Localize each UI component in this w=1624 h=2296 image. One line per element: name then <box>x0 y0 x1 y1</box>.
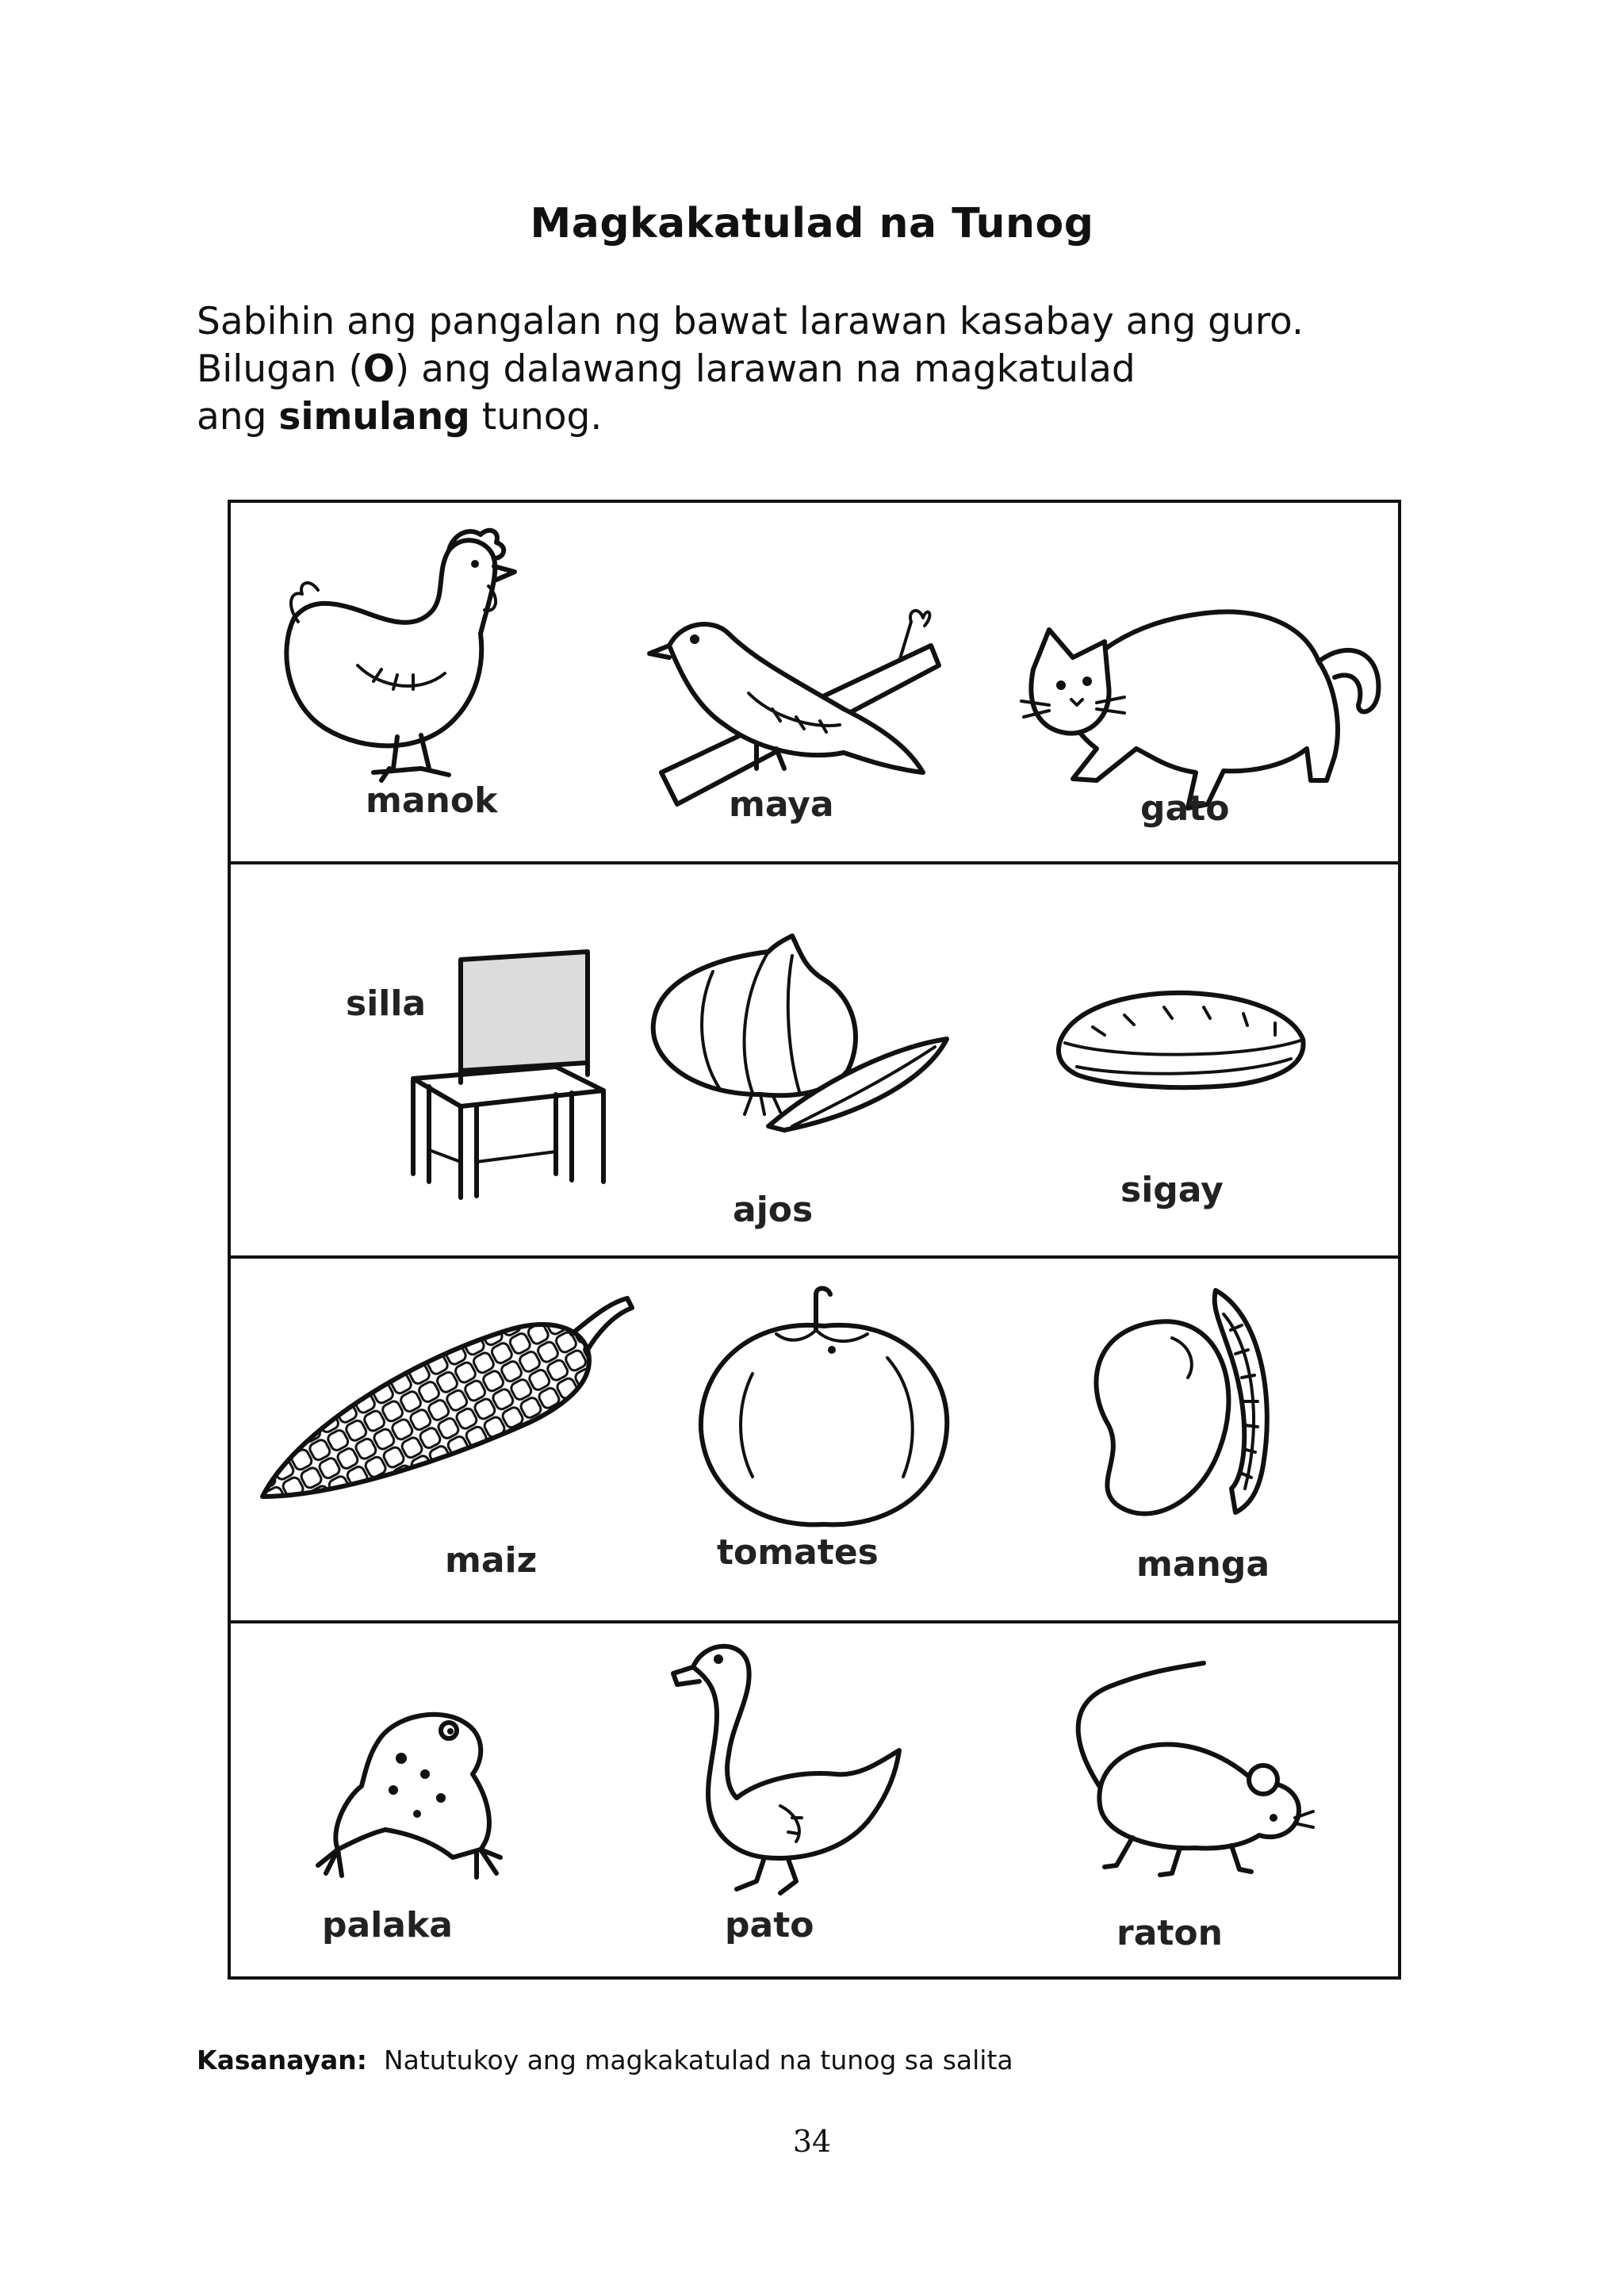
word-label: sigay <box>1120 1170 1224 1210</box>
word-label: maya <box>729 784 834 825</box>
instruction-line-2: Bilugan (O) ang dalawang larawan na magkatulad <box>197 347 1136 391</box>
picture-row-4 <box>231 1623 1398 1976</box>
duck-icon <box>669 1635 907 1905</box>
mango-icon <box>1061 1282 1299 1528</box>
word-label: tomates <box>717 1532 879 1573</box>
word-label: silla <box>346 983 427 1024</box>
picture-row-3 <box>231 1259 1398 1620</box>
word-label: manok <box>366 780 498 821</box>
corn-icon <box>247 1290 643 1528</box>
picture-item-sigay[interactable] <box>1013 864 1398 1255</box>
picture-row-1 <box>231 503 1398 861</box>
page-title: Magkakatulad na Tunog <box>530 200 1094 247</box>
picture-item-maya[interactable] <box>622 503 1013 861</box>
page-number: 34 <box>792 2124 832 2159</box>
word-label: raton <box>1116 1913 1223 1953</box>
garlic-icon <box>634 936 967 1166</box>
chair-icon <box>397 944 619 1198</box>
shell-icon <box>1045 983 1315 1102</box>
mouse-icon <box>1061 1659 1315 1889</box>
tomato-icon <box>689 1286 959 1532</box>
skill-note <box>197 2045 1013 2076</box>
skill-label: Kasanayan: <box>197 2045 367 2076</box>
word-label: pato <box>725 1905 814 1945</box>
picture-item-palaka[interactable] <box>231 1623 622 1976</box>
skill-text: Natutukoy ang magkakatulad na tunog sa salita <box>383 2045 1013 2076</box>
picture-item-pato[interactable] <box>622 1623 1013 1976</box>
picture-item-silla[interactable] <box>231 864 622 1255</box>
chicken-icon <box>262 523 564 792</box>
picture-item-tomates[interactable] <box>622 1259 1013 1620</box>
word-label: ajos <box>733 1190 814 1230</box>
picture-item-gato[interactable] <box>1013 503 1398 861</box>
picture-grid <box>228 500 1401 1980</box>
picture-item-raton[interactable] <box>1013 1623 1398 1976</box>
word-label: palaka <box>322 1905 453 1945</box>
picture-item-manga[interactable] <box>1013 1259 1398 1620</box>
instruction-line-1: Sabihin ang pangalan ng bawat larawan kasabay ang guro. <box>197 300 1304 343</box>
picture-item-ajos[interactable] <box>622 864 1013 1255</box>
picture-item-maiz[interactable] <box>231 1259 622 1620</box>
word-label: manga <box>1136 1544 1270 1585</box>
picture-row-2 <box>231 864 1398 1255</box>
frog-icon <box>306 1695 512 1885</box>
instruction-line-3: ang simulang tunog. <box>197 395 603 439</box>
word-label: maiz <box>445 1540 538 1581</box>
picture-item-manok[interactable] <box>231 503 622 861</box>
word-label: gato <box>1140 788 1230 829</box>
